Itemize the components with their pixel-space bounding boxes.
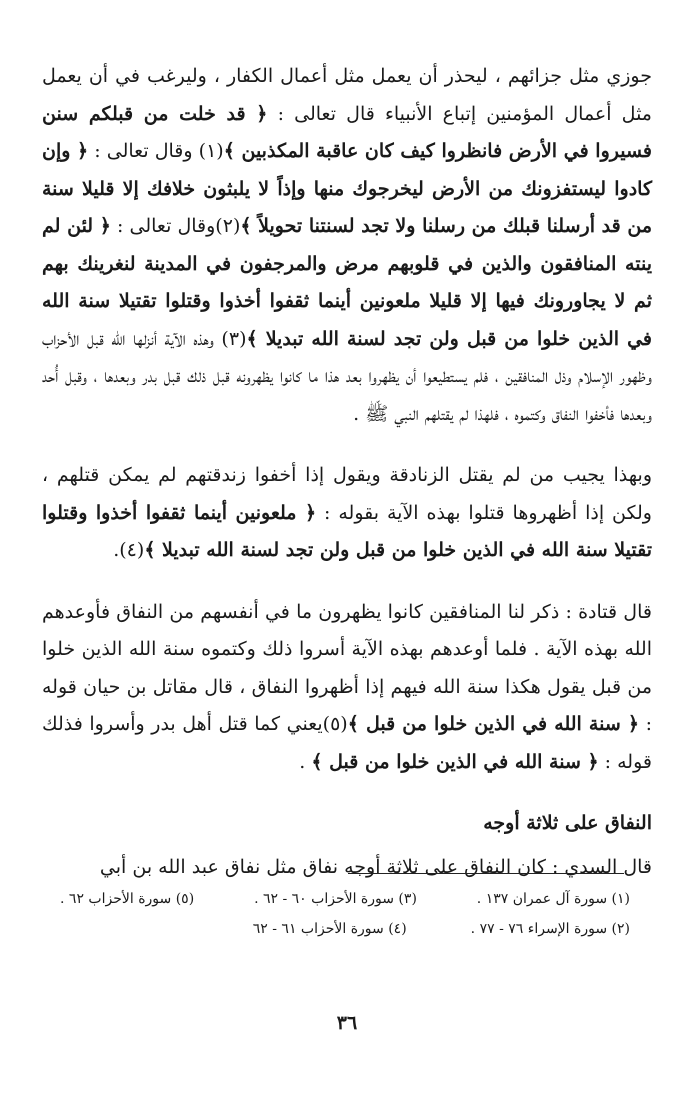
footnote-1: (١) سورة آل عمران ١٣٧ . <box>476 891 630 907</box>
footnote-2: (٢) سورة الإسراء ٧٦ - ٧٧ . <box>470 921 630 937</box>
footnote-4: (٤) سورة الأحزاب ٦١ - ٦٢ <box>252 921 407 937</box>
page-number: ٣٦ <box>336 1012 358 1034</box>
section-heading: النفاق على ثلاثة أوجه <box>483 812 652 834</box>
quran-quote: ﴿ لئن لم ينته المنافقون والذين في قلوبهم مرض والمرجفون في المدينة لنغرينك بهم ثم لا يجاورونك فيها إلا قليلا ملعونين أينما ثقفوا أخذوا وقتلوا تقتيلا سنة الله في الذين خلوا من قبل ولن تجد لسنة الله تبديلا ﴾ <box>42 215 652 350</box>
quran-quote: ﴿ سنة الله في الذين خلوا من قبل ﴾ <box>347 713 640 735</box>
paragraph-2 <box>42 457 652 570</box>
main-text <box>42 58 652 886</box>
quran-quote: ﴿ قد خلت من قبلكم سنن فسيروا في الأرض فانظروا كيف كان عاقبة المكذبين ﴾ <box>42 102 653 162</box>
text-run: (٣) وهذه الآية أنزلها الله قبل الأحزاب وظهور الإسلام وذل المنافقين ، فلم يستطيعوا أن يظهروا بعد هذا ما كانوا يظهرونه قبل ذلك قبل بدر وبعدها ، وقبل أُحد وبعدها فأخفوا النفاق وكتموه ، فلهذا لم يقتلهم النبي ﷺ . <box>42 327 652 425</box>
quran-quote: ﴿ سنة الله في الذين خلوا من قبل ﴾ <box>311 750 599 773</box>
text-run: وبهذا يجيب من لم يقتل الزنادقة ويقول إذا أخفوا زندقتهم لم يمكن قتلهم ، ولكن إذا أظهروها قتلوا بهذه الآية بقوله : <box>42 464 652 524</box>
footnotes <box>60 884 630 944</box>
text-run: . <box>299 750 312 773</box>
footnote-row <box>60 914 630 944</box>
paragraph-3 <box>42 594 652 782</box>
text-run: (٤). <box>113 539 145 561</box>
text-run: قال قتادة : ذكر لنا المنافقين كانوا يظهرون ما في أنفسهم من النفاق فأوعدهم الله بهذه الآية . فلما أوعدهم بهذه الآية أسروا ذلك وكتموه سنة الله الذين خلوا من قبل يقول هكذا سنة الله فيهم إذا أظهروا النفاق ، قال مقاتل بن حيان قوله : <box>42 600 652 735</box>
footnote-3: (٣) سورة الأحزاب ٦٠ - ٦٢ . <box>254 891 417 907</box>
text-run: (٥)يعني كما قتل أهل بدر وأسروا فذلك قوله : <box>42 713 652 773</box>
footnote-divider <box>348 873 624 874</box>
paragraph-1 <box>42 58 652 433</box>
footnote-5: (٥) سورة الأحزاب ٦٢ . <box>60 891 195 907</box>
text-run: (١) وقال تعالى : <box>88 140 224 162</box>
footnote-row <box>60 884 630 914</box>
quran-quote: ﴿ وإن كادوا ليستفزونك من الأرض ليخرجوك منها وإذاً لا يلبثون خلافك إلا قليلا سنة من قد أرسلنا قبلك من رسلنا ولا تجد لسنتنا تحويلاً ﴾ <box>42 140 653 237</box>
quran-quote: ﴿ ملعونين أينما ثقفوا أخذوا وقتلوا تقتيلا سنة الله في الذين خلوا من قبل ولن تجد لسنة الله تبديلا ﴾ <box>42 501 652 561</box>
text-run: جوزي مثل جزائهم ، ليحذر أن يعمل مثل أعمال الكفار ، وليرغب في أن يعمل مثل أعمال المؤمنين إتباع الأنبياء قال تعالى : <box>42 65 652 125</box>
text-run: (٢)وقال تعالى : <box>110 215 241 237</box>
paragraph-4: قال السدي : كان النفاق على ثلاثة أوجه نفاق مثل نفاق عبد الله بن أبي <box>99 855 652 878</box>
